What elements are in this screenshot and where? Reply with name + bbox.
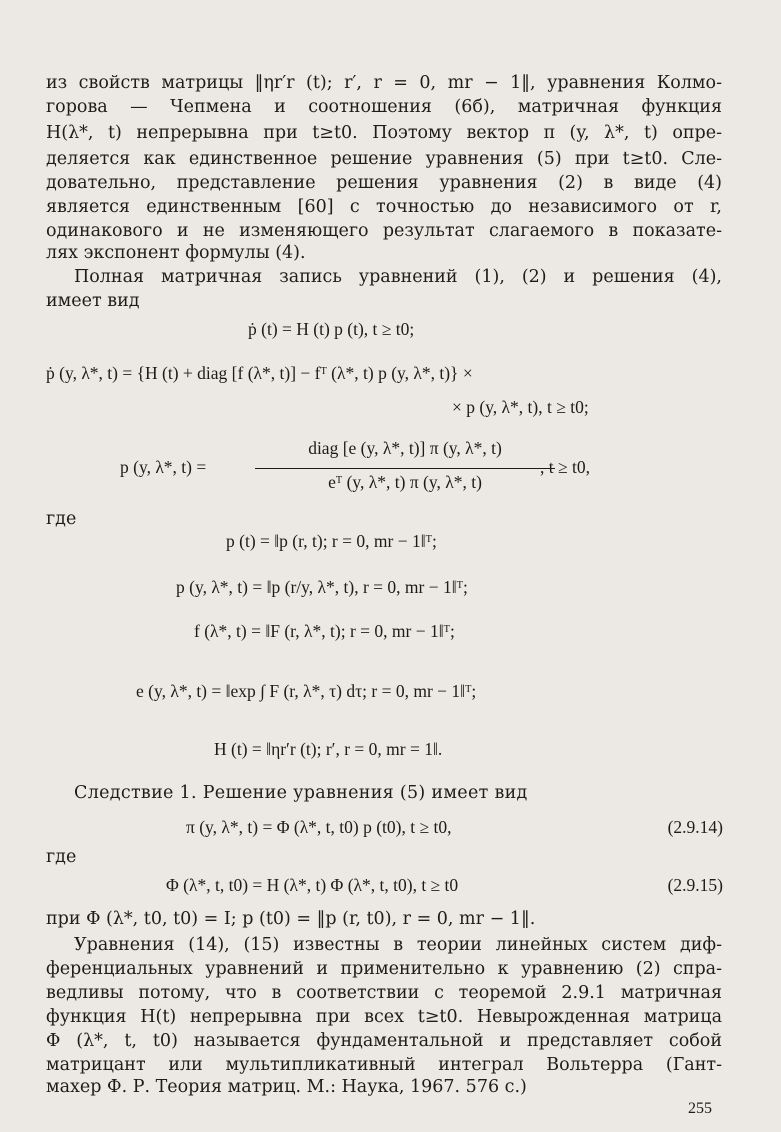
text-line: горова — Чепмена и соотношения (6б), матричная функция: [46, 97, 722, 117]
equation-posterior-2: × p (y, λ*, t), t ≥ t0;: [452, 397, 589, 417]
text-line: лях экспонент формулы (4).: [46, 243, 306, 263]
definition-p-conditional: p (y, λ*, t) = ‖p (r/y, λ*, t), r = 0, mr − 1‖ᵀ;: [176, 577, 468, 597]
text-line: Φ (λ*, t, t0) называется фундаментальной и представляет собой: [46, 1031, 722, 1051]
text-line: функция H(t) непрерывна при всех t≥t0. Невырожденная матрица: [46, 1007, 722, 1027]
equation-posterior-1: ṗ (y, λ*, t) = {H (t) + diag [f (λ*, t)] − fᵀ (λ*, t) p (y, λ*, t)} ×: [46, 363, 473, 383]
where-label: где: [46, 509, 77, 529]
text-line: Полная матричная запись уравнений (1), (2) и решения (4),: [74, 267, 722, 287]
text-line: имеет вид: [46, 291, 140, 311]
text-line: ференциальных уравнений и применительно к уравнению (2) спра-: [46, 959, 722, 979]
text-line: деляется как единственное решение уравнения (5) при t≥t0. Сле-: [46, 149, 722, 169]
equation-solution-condition: , t ≥ t0,: [540, 457, 590, 477]
initial-condition: при Φ (λ*, t0, t0) = I; p (t0) = ‖p (r, t0), r = 0, mr − 1‖.: [46, 909, 536, 929]
definition-h: H (t) = ‖ηr′r (t); r′, r = 0, mr = 1‖.: [214, 739, 443, 759]
corollary-heading: Следствие 1. Решение уравнения (5) имеет вид: [74, 783, 528, 803]
equation-number-2-9-14: (2.9.14): [667, 817, 723, 837]
equation-2-9-14: π (y, λ*, t) = Φ (λ*, t, t0) p (t0), t ≥ t0,: [186, 817, 452, 837]
fraction-numerator: diag [e (y, λ*, t)] π (y, λ*, t): [308, 438, 502, 458]
text-line: из свойств матрицы ‖ηr′r (t); r′, r = 0, mr − 1‖, уравнения Колмо-: [46, 73, 722, 93]
equation-number-2-9-15: (2.9.15): [667, 875, 723, 895]
definition-e: e (y, λ*, t) = ‖exp ∫ F (r, λ*, τ) dτ; r = 0, mr − 1‖ᵀ;: [136, 681, 477, 701]
page-number: 255: [688, 1100, 712, 1117]
equation-state: ṗ (t) = H (t) p (t), t ≥ t0;: [248, 319, 415, 339]
text-line: H(λ*, t) непрерывна при t≥t0. Поэтому вектор π (y, λ*, t) опре-: [46, 123, 722, 143]
text-line: матрицант или мультипликативный интеграл Вольтерра (Гант-: [46, 1055, 722, 1075]
where-label: где: [46, 847, 77, 867]
equation-2-9-15: Φ (λ*, t, t0) = H (λ*, t) Φ (λ*, t, t0), t ≥ t0: [166, 875, 459, 895]
text-line: одинакового и не изменяющего результат слагаемого в показате-: [46, 221, 722, 241]
equation-solution-lhs: p (y, λ*, t) =: [120, 457, 207, 477]
fraction-denominator: eᵀ (y, λ*, t) π (y, λ*, t): [328, 472, 482, 492]
text-line: довательно, представление решения уравнения (2) в виде (4): [46, 173, 722, 193]
fraction-bar: [255, 468, 555, 469]
text-line: является единственным [60] с точностью до независимого от r,: [46, 197, 722, 217]
definition-f: f (λ*, t) = ‖F (r, λ*, t); r = 0, mr − 1‖ᵀ;: [194, 621, 455, 641]
text-line: Уравнения (14), (15) известны в теории линейных систем диф-: [74, 935, 722, 955]
text-line: махер Ф. Р. Теория матриц. М.: Наука, 1967. 576 с.): [46, 1077, 527, 1097]
definition-p: p (t) = ‖p (r, t); r = 0, mr − 1‖ᵀ;: [226, 531, 437, 551]
text-line: ведливы потому, что в соответствии с теоремой 2.9.1 матричная: [46, 983, 722, 1003]
